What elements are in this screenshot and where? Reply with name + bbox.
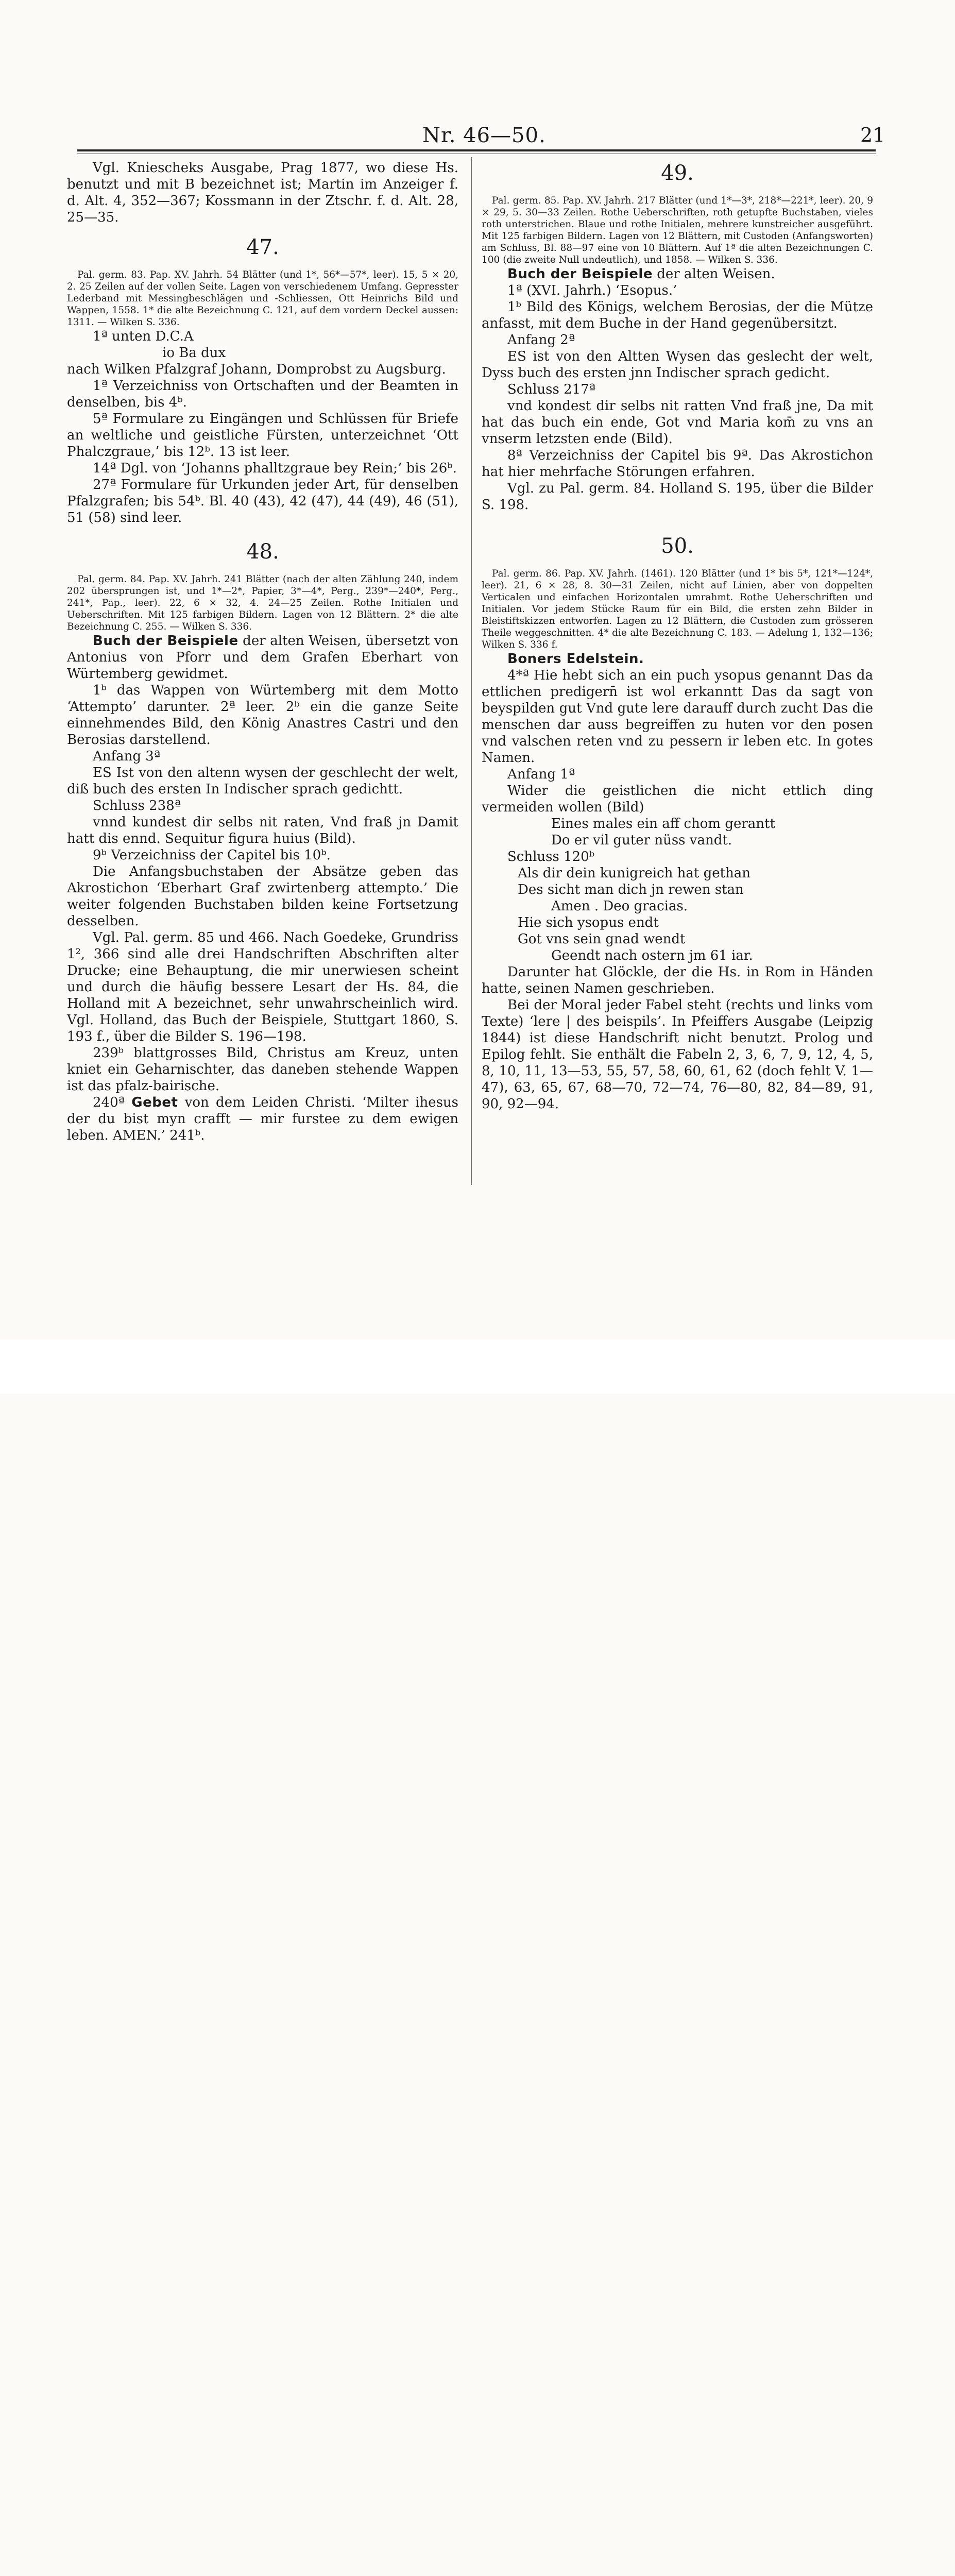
title-48-bold: Buch der Beispiele: [93, 633, 238, 649]
running-header: Nr. 46—50.: [422, 124, 546, 147]
p48-6-pre: 240ª: [93, 1095, 132, 1110]
anfang-50: Anfang 1ª: [507, 767, 575, 782]
line-49-1: 1ª (XVI. Jahrh.) ‘Esopus.’: [507, 283, 677, 298]
anfang-48: Anfang 3ª: [93, 749, 161, 764]
paragraph-49-1: 1ᵇ Bild des Königs, welchem Berosias, der die Mütze anfasst, mit dem Buche in der Hand gegenübersitzt.: [482, 299, 873, 331]
schluss-text-48: vnnd kundest dir selbs nit raten, Vnd fraß jn Damit hatt dis ennd. Sequitur figura huius (Bild).: [67, 815, 458, 846]
section-number-48: 48.: [246, 540, 279, 564]
title-50-bold: Boners Edelstein.: [507, 651, 644, 667]
section-number-47: 47.: [246, 235, 279, 259]
paragraph-48-2: 9ᵇ Verzeichniss der Capitel bis 10ᵇ.: [93, 848, 331, 863]
line-47-3: nach Wilken Pfalzgraf Johann, Domprobst zu Augsburg.: [67, 362, 446, 377]
title-49: [482, 266, 873, 282]
verse-50-3: Als dir dein kunigreich hat gethan: [518, 866, 751, 881]
description-48: Pal. germ. 84. Pap. XV. Jahrh. 241 Blätter (nach der alten Zählung 240, indem 202 übersprungen ist, und 1*—2*, Papier, 3*—4*, Perg., 239*—240*, Perg., 241*, Pap., leer). 22, 6 × 32, 4. 24—25 Zeilen. Rothe Initialen und Ueberschriften. Mit 125 farbigen Bildern. Lagen von 12 Blättern. 2* die alte Bezeichnung C. 255. — Wilken S. 336.: [67, 574, 458, 632]
verse-50-6: Hie sich ysopus endt: [518, 915, 659, 930]
page-number: 21: [860, 124, 885, 146]
verse-50-8: Geendt nach ostern jm 61 iar.: [551, 948, 753, 963]
verse-50-5: Amen . Deo gracias.: [551, 899, 688, 914]
section-number-49: 49.: [661, 161, 694, 185]
title-48-rest: der alten Weisen, übersetzt von Antonius von Pforr und dem Grafen Eberhart von Würtemberg gewidmet.: [67, 633, 458, 682]
paragraph-48-3: Die Anfangsbuchstaben der Absätze geben das Akrostichon ‘Eberhart Graf zwirtenberg attempto.’ Die weiter folgenden Buchstaben bilden keine Fortsetzung desselben.: [67, 864, 458, 929]
paragraph-50-1: 4*ª Hie hebt sich an ein puch ysopus genannt Das da ettlichen predigern̄ ist wol erkanntt Das da sagt von beyspilden gut Vnd gute lere darauff durch zucht Das die menschen dar auss begreiffen zu huten vor den posen vnd valschen reten vnd zu pessern ir leben etc. In gotes Namen.: [482, 668, 873, 766]
schluss-text-49: vnd kondest dir selbs nit ratten Vnd fraß jne, Da mit hat das buch ein ende, Got vnd Maria kom̄ zu vns an vnserm letzsten ende (Bild).: [482, 398, 873, 447]
column-divider: [471, 157, 472, 1185]
verse-50-4: Des sicht man dich jn rewen stan: [518, 882, 744, 897]
verse-50-7: Got vns sein gnad wendt: [518, 931, 686, 947]
p48-6-rest: von dem Leiden Christi. ‘Milter ihesus der du bist myn crafft — mir furstee zu dem ewigen leben. AMEN.’ 241ᵇ.: [67, 1095, 459, 1143]
left-column: [67, 160, 458, 1144]
paragraph-48-1: 1ᵇ das Wappen von Würtemberg mit dem Motto ‘Attempto’ darunter. 2ª leer. 2ᵇ ein die ganze Seite einnehmendes Bild, den König Anastres Castri und den Berosias darstellend.: [67, 683, 458, 748]
verse-50-2: Do er vil guter nüss vandt.: [551, 833, 732, 848]
anfang-49: Anfang 2ª: [507, 332, 575, 348]
schluss-50: Schluss 120ᵇ: [507, 849, 595, 865]
title-50: [482, 651, 873, 667]
paragraph-48-5: 239ᵇ blattgrosses Bild, Christus am Kreuz, unten kniet ein Geharnischter, das daneben stehende Wappen ist das pfalz-bairische.: [67, 1045, 458, 1094]
paragraph-47-3: 14ª Dgl. von ‘Johanns phalltzgraue bey Rein;’ bis 26ᵇ.: [93, 461, 457, 476]
paragraph-50-2: Darunter hat Glöckle, der die Hs. in Rom in Händen hatte, seinen Namen geschrieben.: [482, 964, 873, 996]
paragraph-47-1: 1ª Verzeichniss von Ortschaften und der Beamten in denselben, bis 4ᵇ.: [67, 378, 458, 410]
paragraph-50-3: Bei der Moral jeder Fabel steht (rechts und links vom Texte) ‘lere | des beispils’. In Pfeiffers Ausgabe (Leipzig 1844) ist diese Handschrift nicht benutzt. Prolog und Epilog fehlt. Sie enthält die Fabeln 2, 3, 6, 7, 9, 12, 4, 5, 8, 10, 11, 13—53, 55, 57, 58, 60, 61, 62 (doch fehlt V. 1—47), 63, 65, 67, 68—70, 72—74, 76—80, 82, 84—89, 91, 90, 92—94.: [482, 997, 873, 1112]
schluss-48: Schluss 238ª: [93, 798, 181, 814]
paragraph-49-2: 8ª Verzeichniss der Capitel bis 9ª. Das Akrostichon hat hier mehrfache Störungen erfahren.: [482, 448, 873, 480]
description-50: Pal. germ. 86. Pap. XV. Jahrh. (1461). 120 Blätter (und 1* bis 5*, 121*—124*, leer). 21, 6 × 28, 8. 30—31 Zeilen, nicht auf Linien, aber von doppelten Verticalen und einfachen Horizontalen umrahmt. Rothe Ueberschriften und Initialen. Vor jedem Stücke Raum für ein Bild, die ersten zehn Bilder in Bleistiftskizzen entworfen. Lagen zu 12 Blättern, die Custoden zum grösseren Theile weggeschnitten. 4* die alte Bezeichnung C. 183. — Adelung 1, 132—136; Wilken S. 336 f.: [482, 568, 873, 650]
description-47: Pal. germ. 83. Pap. XV. Jahrh. 54 Blätter (und 1*, 56*—57*, leer). 15, 5 × 20, 2. 25 Zeilen auf der vollen Seite. Lagen von verschiedenem Umfang. Gepresster Lederband mit Messingbeschlägen und -Schliessen, Ott Heinrichs Bild und Wappen, 1558. 1* die alte Bezeichnung C. 121, auf dem vordern Deckel aussen: 1311. — Wilken S. 336.: [67, 269, 458, 328]
paragraph-47-4: 27ª Formulare für Urkunden jeder Art, für denselben Pfalzgrafen; bis 54ᵇ. Bl. 40 (43), 42 (47), 44 (49), 46 (51), 51 (58) sind leer.: [67, 477, 458, 526]
anfang-text-50: Wider die geistlichen die nicht ettlich ding vermeiden wollen (Bild): [482, 783, 873, 815]
paragraph-48-4: Vgl. Pal. germ. 85 und 466. Nach Goedeke, Grundriss 1², 366 sind alle drei Handschriften Abschriften alter Drucke; eine Behauptung, die mir unerwiesen scheint und durch die häufig bessere Lesart der Hs. 84, die Holland mit A bezeichnet, sehr unwahrscheinlich wird. Vgl. Holland, das Buch der Beispiele, Stuttgart 1860, S. 193 f., über die Bilder S. 196—198.: [67, 930, 458, 1044]
header-rule-thick: [77, 149, 876, 151]
schluss-49: Schluss 217ª: [507, 382, 596, 397]
intro-paragraph: Vgl. Kniescheks Ausgabe, Prag 1877, wo diese Hs. benutzt und mit B bezeichnet ist; Martin im Anzeiger f. d. Alt. 4, 352—367; Kossmann in der Ztschr. f. d. Alt. 28, 25—35.: [67, 160, 458, 225]
line-47-2: io Ba dux: [162, 345, 226, 361]
line-47-1: 1ª unten D.C.A: [93, 329, 194, 344]
anfang-text-48: ES Ist von den altenn wysen der geschlecht der welt, diß buch des ersten In Indischer sprach gedichtt.: [67, 765, 458, 797]
paragraph-49-3: Vgl. zu Pal. germ. 84. Holland S. 195, über die Bilder S. 198.: [482, 481, 873, 513]
verse-50-1: Eines males ein aff chom gerantt: [551, 816, 775, 832]
right-column: [482, 160, 873, 1112]
footer-bar: [0, 1340, 955, 1394]
paragraph-48-6: [67, 1094, 458, 1144]
title-49-rest: der alten Weisen.: [652, 266, 775, 282]
p48-6-bold: Gebet: [131, 1095, 178, 1110]
section-number-50: 50.: [661, 534, 694, 558]
title-48: [67, 633, 458, 682]
description-49: Pal. germ. 85. Pap. XV. Jahrh. 217 Blätter (und 1*—3*, 218*—221*, leer). 20, 9 × 29, 5. 30—33 Zeilen. Rothe Ueberschriften, roth getupfte Buchstaben, vieles roth unterstrichen. Blaue und rothe Initialen, mehrere kunstreicher ausgeführt. Mit 125 farbigen Bildern. Lagen von 12 Blättern, mit Custoden (Anfangsworten) am Schluss, Bl. 88—97 eine von 10 Blättern. Auf 1ª die alten Bezeichnungen C. 100 (die zweite Null undeutlich), und 1858. — Wilken S. 336.: [482, 195, 873, 265]
paragraph-47-2: 5ª Formulare zu Eingängen und Schlüssen für Briefe an weltliche und geistliche Fürsten, unterzeichnet ‘Ott Phalczgraue,’ bis 12ᵇ. 13 ist leer.: [67, 411, 458, 460]
anfang-text-49: ES ist von den Altten Wysen das geslecht der welt, Dyss buch des ersten jnn Indischer sprach gedicht.: [482, 349, 873, 381]
title-49-bold: Buch der Beispiele: [507, 266, 653, 282]
